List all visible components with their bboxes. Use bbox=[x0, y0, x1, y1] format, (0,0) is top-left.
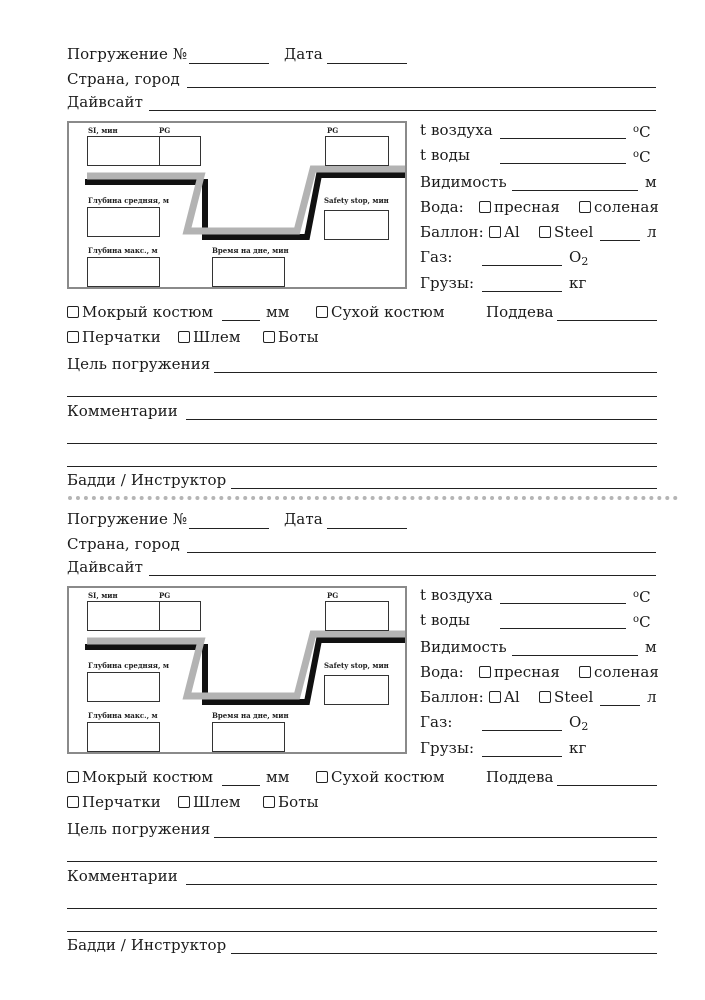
buddy-label: Бадди / Инструктор bbox=[67, 471, 227, 489]
al-option[interactable]: Al bbox=[489, 688, 520, 706]
tank-label: Баллон: bbox=[420, 223, 484, 241]
comments-field-line-3[interactable] bbox=[67, 931, 657, 932]
date-label: Дата bbox=[284, 510, 323, 528]
avg-depth-label: Глубина средняя, м bbox=[88, 196, 169, 205]
country-city-label: Страна, город bbox=[67, 70, 180, 88]
dive-site-label: Дайвсайт bbox=[67, 558, 144, 576]
visibility-unit: м bbox=[645, 173, 657, 191]
o2-label: $O_2$ bbox=[569, 248, 589, 268]
boots-option[interactable]: Боты bbox=[263, 793, 319, 811]
drysuit-option[interactable]: Сухой костюм bbox=[316, 768, 445, 786]
dive-number-field[interactable] bbox=[189, 528, 269, 529]
t-air-field[interactable] bbox=[500, 603, 626, 604]
country-city-field[interactable] bbox=[187, 552, 656, 553]
dive-site-field[interactable] bbox=[149, 575, 656, 576]
purpose-field-line-2[interactable] bbox=[67, 861, 657, 862]
o2-label: $O_2$ bbox=[569, 713, 589, 733]
pg-input-box[interactable] bbox=[159, 136, 201, 166]
date-label: Дата bbox=[284, 45, 323, 63]
dive-profile-diagram bbox=[67, 586, 407, 754]
comments-field[interactable] bbox=[186, 884, 657, 885]
purpose-label: Цель погружения bbox=[67, 355, 211, 373]
pg-input-box[interactable] bbox=[159, 601, 201, 631]
gas-label: Газ: bbox=[420, 713, 453, 731]
buddy-field[interactable] bbox=[231, 953, 657, 954]
si-label: SI, мин bbox=[88, 591, 118, 600]
gas-label: Газ: bbox=[420, 248, 453, 266]
undersuit-field[interactable] bbox=[557, 785, 657, 786]
weights-label: Грузы: bbox=[420, 274, 475, 292]
dive-log-entry-bottom bbox=[0, 465, 705, 955]
dive-number-label: Погружение № bbox=[67, 510, 188, 528]
t-air-field[interactable] bbox=[500, 138, 626, 139]
wetsuit-option[interactable]: Мокрый костюм bbox=[67, 303, 213, 321]
helmet-checkbox[interactable] bbox=[178, 331, 190, 343]
gloves-checkbox[interactable] bbox=[67, 796, 79, 808]
max-depth-input-box[interactable] bbox=[87, 257, 160, 287]
t-water-field[interactable] bbox=[500, 163, 626, 164]
al-checkbox[interactable] bbox=[489, 691, 501, 703]
country-city-label: Страна, город bbox=[67, 535, 180, 553]
dive-profile-diagram bbox=[67, 121, 407, 289]
date-field[interactable] bbox=[327, 528, 407, 529]
boots-checkbox[interactable] bbox=[263, 331, 275, 343]
comments-field[interactable] bbox=[186, 419, 657, 420]
water-label: Вода: bbox=[420, 663, 464, 681]
buddy-label: Бадди / Инструктор bbox=[67, 936, 227, 954]
bottom-time-label: Время на дне, мин bbox=[212, 246, 289, 255]
si-input-box[interactable] bbox=[87, 601, 160, 631]
drysuit-checkbox[interactable] bbox=[316, 306, 328, 318]
wetsuit-thickness-field[interactable] bbox=[222, 785, 260, 786]
wetsuit-option[interactable]: Мокрый костюм bbox=[67, 768, 213, 786]
undersuit-label: Поддева bbox=[486, 768, 554, 786]
salt-water-option[interactable]: соленая bbox=[579, 663, 659, 681]
avg-depth-input-box[interactable] bbox=[87, 672, 160, 702]
safety-stop-input-box[interactable] bbox=[324, 675, 389, 705]
comments-field-line-2[interactable] bbox=[67, 908, 657, 909]
max-depth-input-box[interactable] bbox=[87, 722, 160, 752]
mm-unit: мм bbox=[266, 768, 290, 786]
fresh-water-checkbox[interactable] bbox=[479, 666, 491, 678]
visibility-field[interactable] bbox=[512, 190, 638, 191]
helmet-option[interactable]: Шлем bbox=[178, 328, 241, 346]
pg-end-label: PG bbox=[327, 591, 339, 600]
undersuit-field[interactable] bbox=[557, 320, 657, 321]
boots-checkbox[interactable] bbox=[263, 796, 275, 808]
fresh-water-checkbox[interactable] bbox=[479, 201, 491, 213]
t-water-unit: $^о$С bbox=[633, 613, 651, 631]
kg-unit: кг bbox=[569, 274, 587, 292]
purpose-field-line-2[interactable] bbox=[67, 396, 657, 397]
weights-label: Грузы: bbox=[420, 739, 475, 757]
salt-water-option[interactable]: соленая bbox=[579, 198, 659, 216]
safety-stop-input-box[interactable] bbox=[324, 210, 389, 240]
visibility-field[interactable] bbox=[512, 655, 638, 656]
dive-site-field[interactable] bbox=[149, 110, 656, 111]
avg-depth-input-box[interactable] bbox=[87, 207, 160, 237]
helmet-checkbox[interactable] bbox=[178, 796, 190, 808]
gloves-option[interactable]: Перчатки bbox=[67, 328, 161, 346]
t-air-label: t воздуха bbox=[420, 121, 493, 139]
pg-end-label: PG bbox=[327, 126, 339, 135]
gas-field[interactable] bbox=[482, 265, 562, 266]
safety-stop-label: Safety stop, мин bbox=[324, 196, 389, 205]
wetsuit-checkbox[interactable] bbox=[67, 771, 79, 783]
weights-field[interactable] bbox=[482, 291, 562, 292]
fresh-water-option[interactable]: пресная bbox=[479, 663, 560, 681]
purpose-field[interactable] bbox=[214, 372, 657, 373]
bottom-time-input-box[interactable] bbox=[212, 257, 285, 287]
comments-label: Комментарии bbox=[67, 867, 178, 885]
salt-water-checkbox[interactable] bbox=[579, 201, 591, 213]
t-water-unit: $^о$С bbox=[633, 148, 651, 166]
gloves-option[interactable]: Перчатки bbox=[67, 793, 161, 811]
water-label: Вода: bbox=[420, 198, 464, 216]
wetsuit-checkbox[interactable] bbox=[67, 306, 79, 318]
steel-option[interactable]: Steel bbox=[539, 223, 593, 241]
tank-volume-field[interactable] bbox=[600, 240, 640, 241]
fresh-water-option[interactable]: пресная bbox=[479, 198, 560, 216]
purpose-field[interactable] bbox=[214, 837, 657, 838]
pg-end-input-box[interactable] bbox=[325, 601, 389, 631]
visibility-label: Видимость bbox=[420, 638, 507, 656]
steel-checkbox[interactable] bbox=[539, 226, 551, 238]
dive-number-field[interactable] bbox=[189, 63, 269, 64]
drysuit-option[interactable]: Сухой костюм bbox=[316, 303, 445, 321]
weights-field[interactable] bbox=[482, 756, 562, 757]
pg-label: PG bbox=[159, 591, 171, 600]
purpose-label: Цель погружения bbox=[67, 820, 211, 838]
si-input-box[interactable] bbox=[87, 136, 160, 166]
t-water-field[interactable] bbox=[500, 628, 626, 629]
max-depth-label: Глубина макс., м bbox=[88, 246, 158, 255]
si-label: SI, мин bbox=[88, 126, 118, 135]
tank-label: Баллон: bbox=[420, 688, 484, 706]
liters-unit: л bbox=[647, 688, 657, 706]
country-city-field[interactable] bbox=[187, 87, 656, 88]
pg-end-input-box[interactable] bbox=[325, 136, 389, 166]
gas-field[interactable] bbox=[482, 730, 562, 731]
safety-stop-label: Safety stop, мин bbox=[324, 661, 389, 670]
dive-log-entry-top bbox=[0, 0, 705, 490]
max-depth-label: Глубина макс., м bbox=[88, 711, 158, 720]
t-water-label: t воды bbox=[420, 611, 471, 629]
date-field[interactable] bbox=[327, 63, 407, 64]
salt-water-checkbox[interactable] bbox=[579, 666, 591, 678]
comments-label: Комментарии bbox=[67, 402, 178, 420]
drysuit-checkbox[interactable] bbox=[316, 771, 328, 783]
steel-option[interactable]: Steel bbox=[539, 688, 593, 706]
visibility-unit: м bbox=[645, 638, 657, 656]
helmet-option[interactable]: Шлем bbox=[178, 793, 241, 811]
t-air-label: t воздуха bbox=[420, 586, 493, 604]
gloves-checkbox[interactable] bbox=[67, 331, 79, 343]
al-checkbox[interactable] bbox=[489, 226, 501, 238]
bottom-time-input-box[interactable] bbox=[212, 722, 285, 752]
undersuit-label: Поддева bbox=[486, 303, 554, 321]
dive-number-label: Погружение № bbox=[67, 45, 188, 63]
t-air-unit: $^о$С bbox=[633, 588, 651, 606]
comments-field-line-2[interactable] bbox=[67, 443, 657, 444]
avg-depth-label: Глубина средняя, м bbox=[88, 661, 169, 670]
dive-site-label: Дайвсайт bbox=[67, 93, 144, 111]
tank-volume-field[interactable] bbox=[600, 705, 640, 706]
liters-unit: л bbox=[647, 223, 657, 241]
kg-unit: кг bbox=[569, 739, 587, 757]
visibility-label: Видимость bbox=[420, 173, 507, 191]
wetsuit-thickness-field[interactable] bbox=[222, 320, 260, 321]
steel-checkbox[interactable] bbox=[539, 691, 551, 703]
t-air-unit: $^о$С bbox=[633, 123, 651, 141]
boots-option[interactable]: Боты bbox=[263, 328, 319, 346]
al-option[interactable]: Al bbox=[489, 223, 520, 241]
bottom-time-label: Время на дне, мин bbox=[212, 711, 289, 720]
mm-unit: мм bbox=[266, 303, 290, 321]
t-water-label: t воды bbox=[420, 146, 471, 164]
pg-label: PG bbox=[159, 126, 171, 135]
